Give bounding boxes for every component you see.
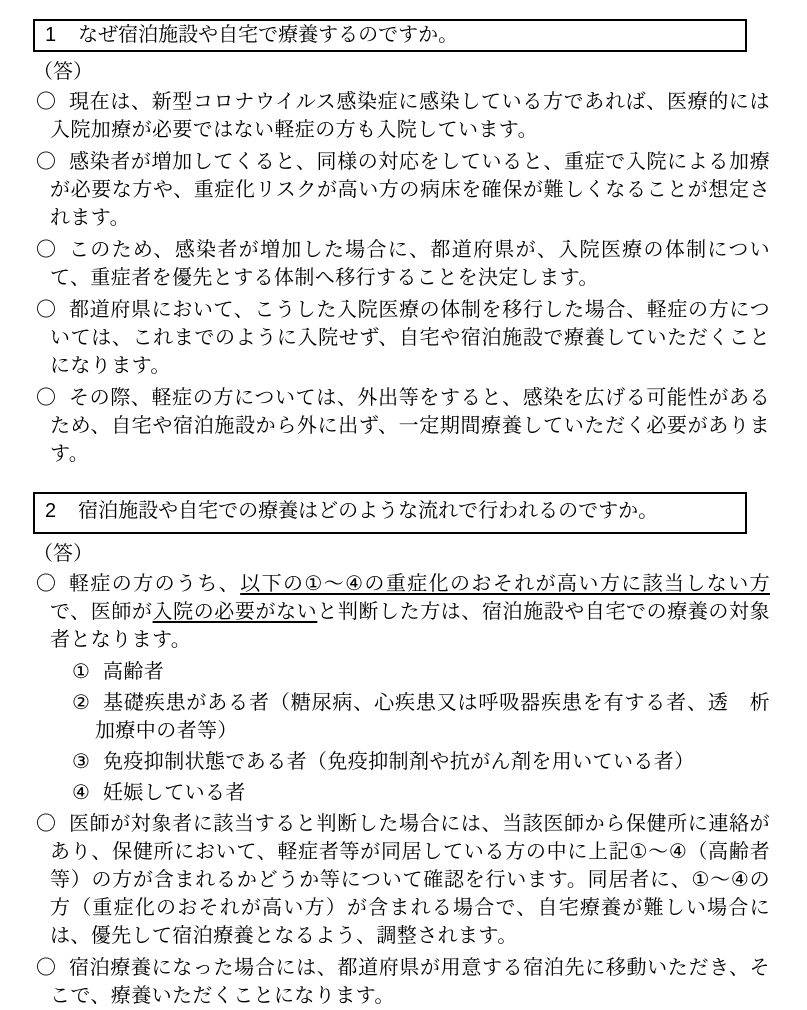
question-number: 1: [45, 24, 57, 46]
circled-number-marker: ④: [72, 782, 91, 804]
item-text: [95, 692, 770, 742]
numbered-item: [33, 658, 770, 686]
plain-text: 妊娠している者: [103, 782, 246, 804]
circle-bullet-marker: 〇: [36, 957, 57, 979]
plain-text: このため、感染者が増加した場合に、都道府県が、入院医療の体制について、重症者を優先とする体制へ移行することを決定します。: [50, 239, 770, 289]
plain-text: 高齢者: [103, 661, 165, 683]
circle-bullet-marker: 〇: [36, 387, 57, 409]
circled-number-marker: ③: [72, 751, 91, 773]
circle-bullet-marker: 〇: [36, 91, 57, 113]
item-text: [50, 387, 770, 465]
question-box-1: [33, 19, 747, 52]
bullet-item: [33, 810, 770, 950]
question-box-2: [33, 492, 747, 534]
plain-text: 現在は、新型コロナウイルス感染症に感染している方であれば、医療的には入院加療が必要ではない軽症の方も入院しています。: [50, 91, 770, 141]
item-text: [50, 151, 770, 229]
item-text: [50, 239, 770, 289]
circle-bullet-marker: 〇: [36, 239, 57, 261]
underlined-text: 入院の必要がない: [152, 601, 318, 623]
circle-bullet-marker: 〇: [36, 299, 57, 321]
item-text: [50, 813, 770, 947]
answer-label: （答）: [33, 543, 93, 565]
faq-section-1: [33, 19, 770, 468]
item-text: [103, 751, 695, 773]
question-text: 宿泊施設や自宅での療養はどのような流れで行われるのですか。: [78, 500, 659, 522]
bullet-item: [33, 236, 770, 292]
bullet-item: [33, 570, 770, 654]
answer-blocks-2: [33, 570, 770, 1010]
bullet-item: [33, 384, 770, 468]
numbered-item: [33, 748, 770, 776]
circle-bullet-marker: 〇: [36, 813, 57, 835]
question-text: なぜ宿泊施設や自宅で療養するのですか。: [78, 24, 459, 46]
answer-label: （答）: [33, 61, 93, 83]
item-text: [103, 661, 164, 683]
numbered-item: [33, 689, 770, 745]
bullet-item: [33, 296, 770, 380]
answer-blocks-1: [33, 88, 770, 468]
plain-text: で、医師が: [50, 601, 153, 623]
item-text: [50, 299, 770, 377]
plain-text: その際、軽症の方については、外出等をすると、感染を広げる可能性があるため、自宅や宿泊施設から外に出ず、一定期間療養していただく必要があります。: [50, 387, 770, 465]
item-text: [50, 91, 770, 141]
bullet-item: [33, 88, 770, 144]
plain-text: 都道府県において、こうした入院医療の体制を移行した場合、軽症の方については、これまでのように入院せず、自宅や宿泊施設で療養していただくことになります。: [50, 299, 770, 377]
circle-bullet-marker: 〇: [36, 573, 57, 595]
underlined-text: 以下の①～④の重症化のおそれが高い方に該当しない方: [240, 573, 770, 595]
question-number: 2: [45, 500, 57, 522]
circle-bullet-marker: 〇: [36, 151, 57, 173]
bullet-item: [33, 954, 770, 1010]
item-text: [103, 782, 246, 804]
item-text: [50, 573, 770, 651]
plain-text: 宿泊療養になった場合には、都道府県が用意する宿泊先に移動いただき、そこで、療養いただくことになります。: [50, 957, 770, 1007]
plain-text: と判断した方は、宿泊施設や自宅での療養の対象者となります。: [50, 601, 770, 651]
plain-text: 感染者が増加してくると、同様の対応をしていると、重症で入院による加療が必要な方や、重症化リスクが高い方の病床を確保が難しくなることが想定されます。: [50, 151, 770, 229]
plain-text: 免疫抑制状態である者（免疫抑制剤や抗がん剤を用いている者）: [103, 751, 695, 773]
faq-section-2: [33, 492, 770, 1010]
item-text: [50, 957, 770, 1007]
bullet-item: [33, 148, 770, 232]
circled-number-marker: ①: [72, 661, 91, 683]
plain-text: 基礎疾患がある者（糖尿病、心疾患又は呼吸器疾患を有する者、透 析加療中の者等）: [95, 692, 770, 742]
numbered-item: [33, 779, 770, 807]
circled-number-marker: ②: [72, 692, 91, 714]
plain-text: 軽症の方のうち、: [69, 573, 241, 595]
plain-text: 医師が対象者に該当すると判断した場合には、当該医師から保健所に連絡があり、保健所において、軽症者等が同居している方の中に上記①～④（高齢者等）の方が含まれるかどうか等について確認を行います。同居者に、①～④の方（重症化のおそれが高い方）が含まれる場合で、自宅療養が難しい場合には、優先して宿泊療養となるよう、調整されます。: [50, 813, 770, 947]
